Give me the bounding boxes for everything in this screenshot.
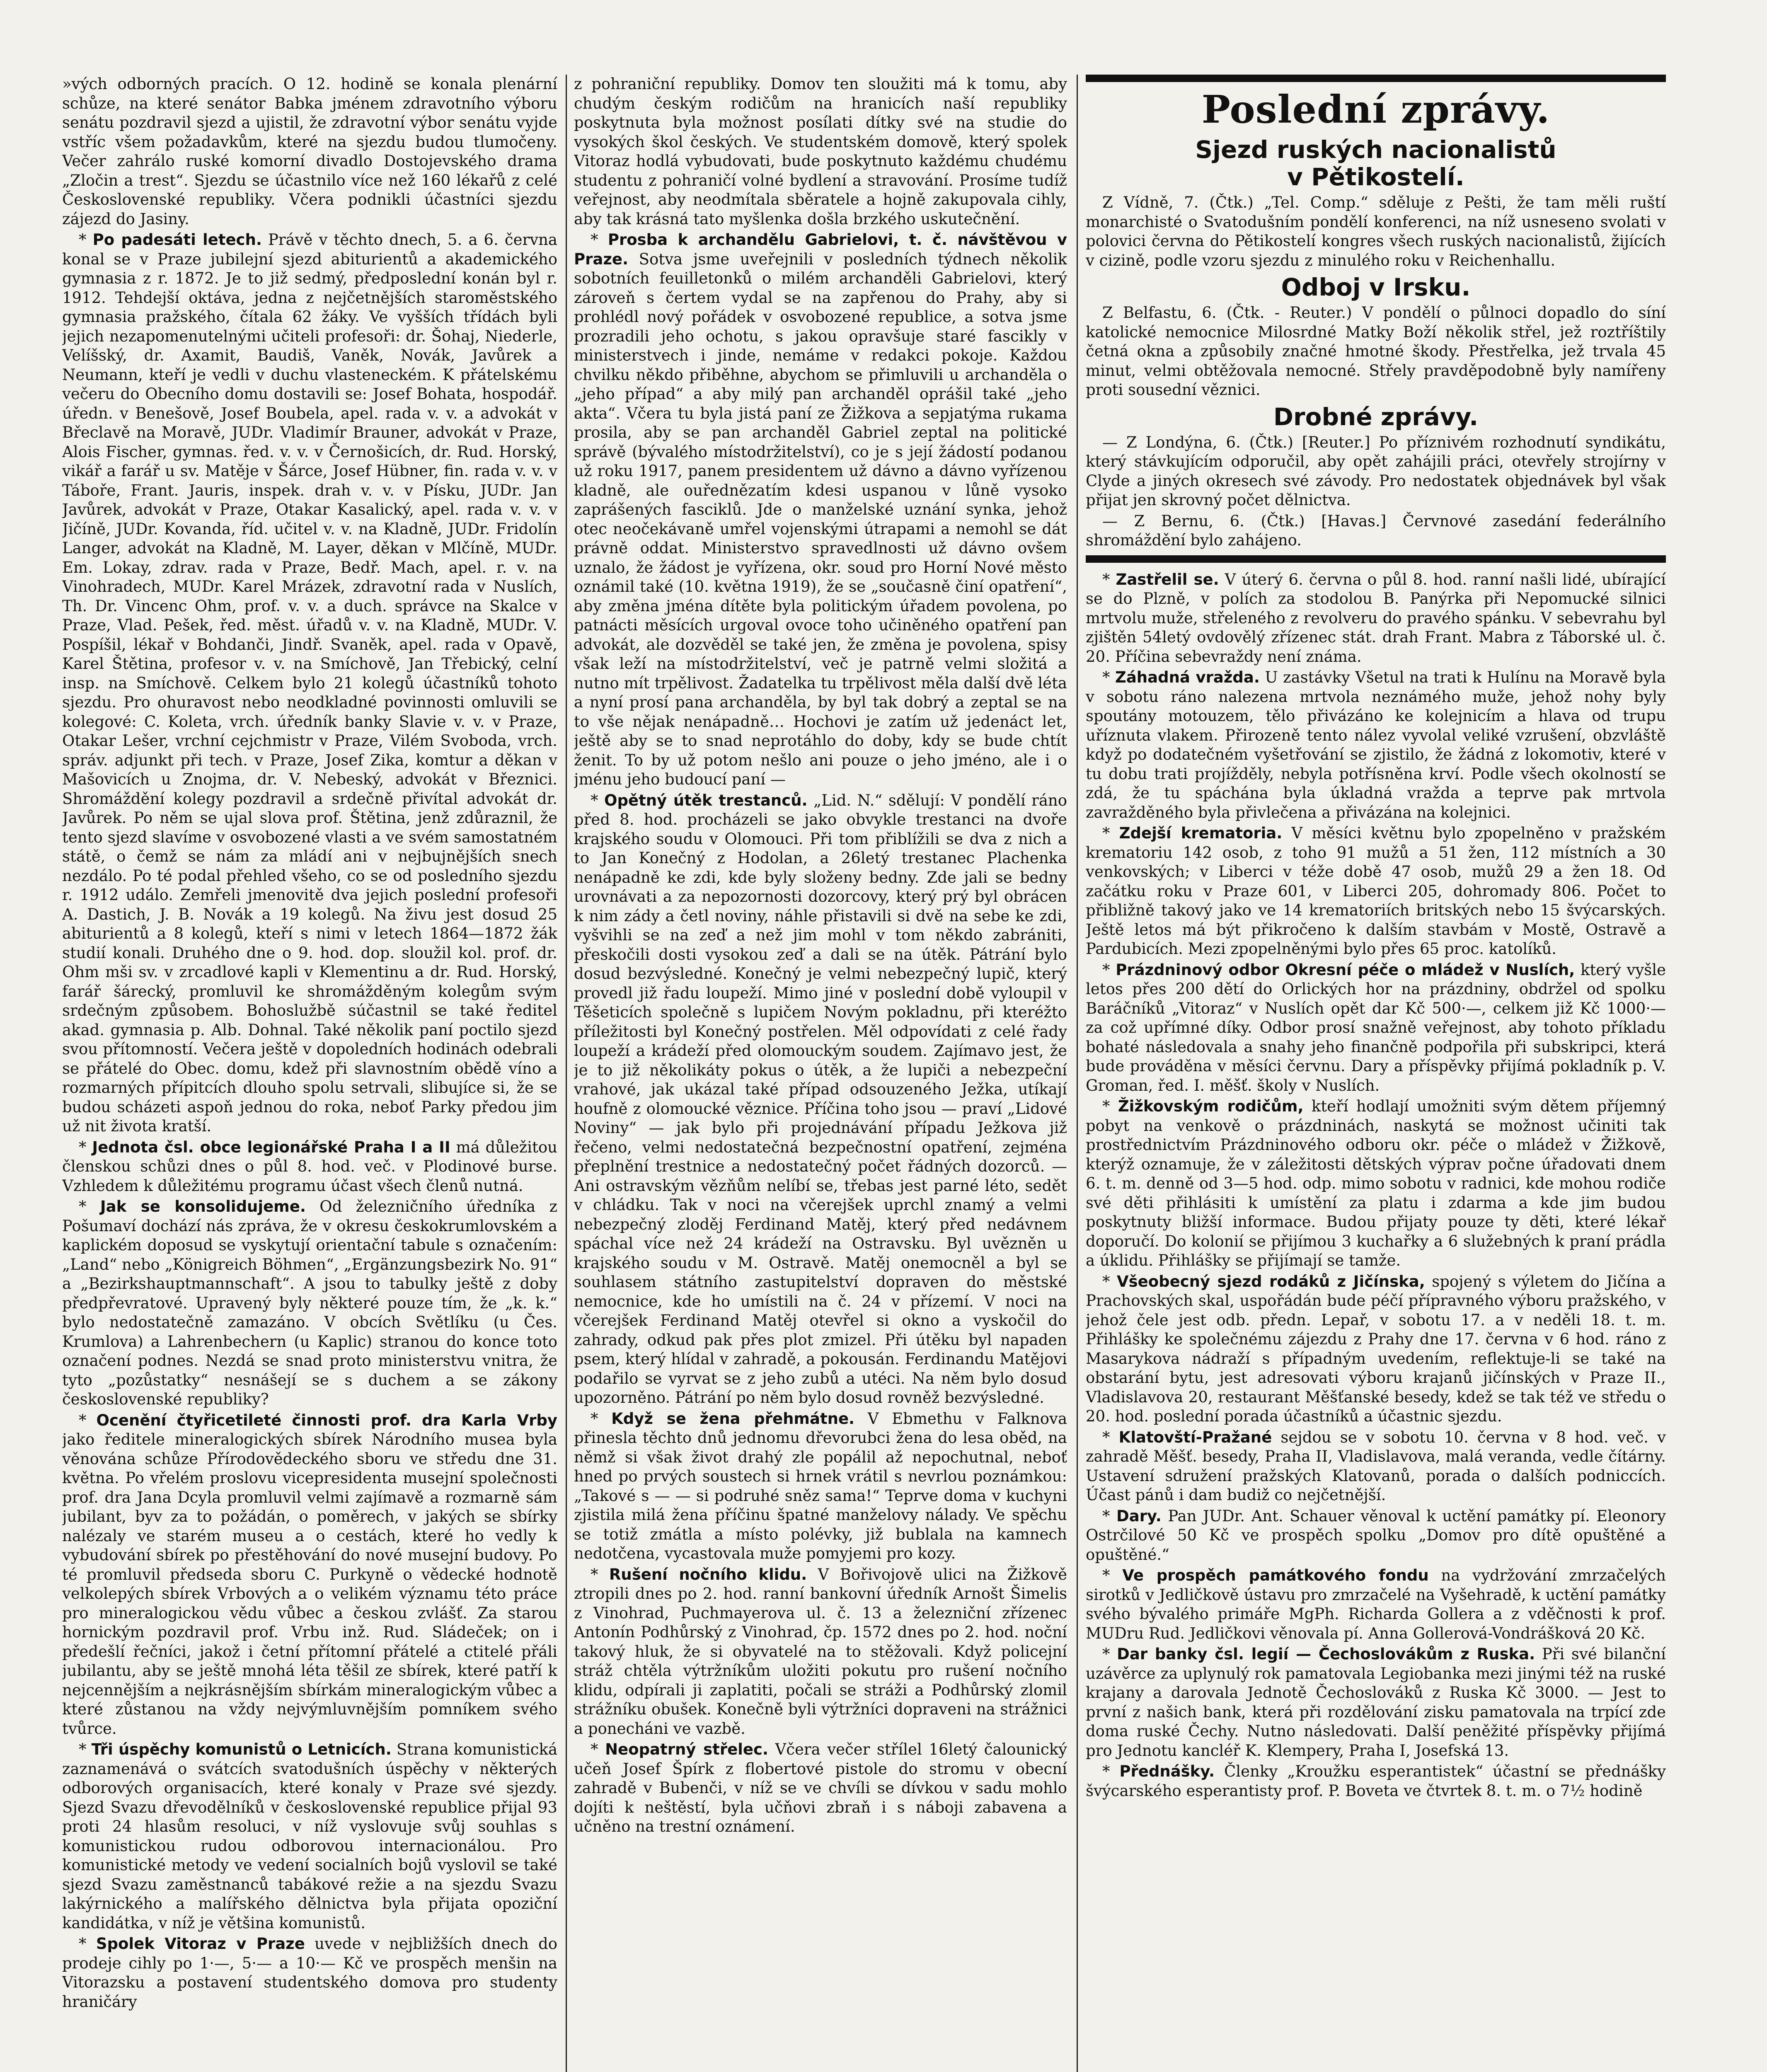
local-news-list [1086,570,1666,1801]
news-article: * Po padesáti letech. Právě v těchto dnech, 5. a 6. června konal se v Praze jubilejní sjezd abiturientů a akademického gymnasia z r. 1872. Je to již sedmý, předposlední konán byl r. 1912. Tehdejší oktáva, jedna z nejčetnějších staroměstského gymnasia pražského, čítala 62 žáky. Ve vyšších třídách byli jejich nezapomenutelnými učiteli profesoři: dr. Šohaj, Niederle, Velíšský, dr. Axamit, Baudiš, Vaněk, Novák, Javůrek a Neumann, kteří je vedli v duchu vlasteneckém. K přátelskému večeru do Obecního domu dostavili se: Josef Bohata, hospodář. úředn. v Benešově, Josef Boubela, apel. rada v. v. a advokát v Břeclavě na Moravě, JUDr. Vladimír Brauner, advokát v Praze, Alois Fischer, gymnas. řed. v. v. v Černošicích, dr. Rud. Horský, vikář a farář u sv. Matěje v Šárce, Josef Hübner, fin. rada v. v. v Táboře, Frant. Jauris, inspek. drah v. v. v Písku, JUDr. Jan Javůrek, advokát v Praze, Otakar Kasalický, apel. rada v. v. v Jičíně, JUDr. Kovanda, říd. učitel v. v. na Kladně, JUDr. Fridolín Langer, advokát na Kladně, M. Layer, děkan v Mlčíně, MUDr. Em. Lokay, zdrav. rada v Praze, Bedř. Mach, apel. r. v. na Vinohradech, MUDr. Karel Mrázek, zdravotní rada v Nuslích, Th. Dr. Vincenc Ohm, prof. v. v. a duch. správce na Skalce v Praze, Vlad. Pešek, řed. měst. úřadů v. v. na Kladně, MUDr. V. Pospíšil, lékař v Bohdanči, Jindř. Svaněk, apel. rada v Opavě, Karel Štětina, profesor v. v. na Smíchově, Jan Třebický, celní insp. na Smíchově. Celkem bylo 21 kolegů účastníků tohoto sjezdu. Pro ohuravost nebo neodkladné povinnosti omluvili se kolegové: C. Koleta, vrch. úředník banky Slavie v. v. v Praze, Otakar Lešer, vrchní cejchmistr v Praze, Vilém Svoboda, vrch. správ. adjunkt při tech. v Praze, Josef Zika, komtur a děkan v Mašovicích u Znojma, dr. V. Nebeský, advokát v Březnici. Shromáždění kolegy pozdravil a srdečně přivítal advokát dr. Javůrek. Po něm se ujal slova prof. Štětina, jenž zdůraznil, že tento sjezd slavíme v osvobozené vlasti a ve svém samostatném státě, o čemž se nám za mládí ani v nejbujnějších snech nezdálo. Po té podal přehled všeho, co se od posledního sjezdu r. 1912 událo. Zemřeli jmenovitě dva jejich poslední profesoři A. Dastich, J. B. Novák a 19 kolegů. Na živu jest dosud 25 abiturientů a 8 kolegů, kteří s nimi v letech 1864—1872 žák studií konali. Druhého dne o 9. hod. dop. sloužil kol. prof. dr. Ohm mši sv. v zrcadlové kapli v Klementinu a dr. Rud. Horský, farář šárecký, promluvil ke shromážděným kolegům svým srdečným způsobem. Bohoslužbě súčastnil se také ředitel akad. gymnasia p. Alb. Dohnal. Také několik paní poctilo sjezd svou přítomností. Večera ještě v dopoledních hodinách odebrali se přátelé do Obec. domu, kdež při slavnostním obědě víno a rozmarných přípitcích dlouho spolu setrvali, slibujíce si, že se budou scházeti aspoň jednou do roka, neboť Parky předou jim už nit života kratší. [62,231,557,1135]
column-divider [566,75,567,2072]
news-article: * Dar banky čsl. legií — Čechoslovákům z Ruska. Při své bilanční uzávěrce za uplynulý rok pamatovala Legiobanka mezi jinými též na ruské krajany a darovala Jednotě Čechoslováků z Ruska Kč 3000. — Jest to první z našich bank, která při rozdělování zisku pamatovala na trpící zde doma ruské Čechy. Nutno následovati. Další peněžité příspěvky přijímá pro Jednotu kancléř K. Klempery, Praha I, Josefská 13. [1086,1645,1666,1760]
article-text: uvede v nejbližších dnech do prodeje cihly po 1·—, 5·— a 10·— Kč ve prospěch menšin na Vitorazsku a postavení studentského domova pro studenty hraničáry [62,1935,557,2011]
article-heading: Ocenění čtyřicetileté činnosti prof. dra Karla Vrby [96,1411,557,1429]
news-article: * Zdejší krematoria. V měsíci květnu bylo zpopelněno v pražském krematoriu 142 osob, z toho 91 mužů a 51 žen, 112 místních a 30 venkovských; v Liberci v téže době 47 osob, mužů 29 a žen 18. Od začátku roku v Praze 601, v Liberci 205, dohromady 806. Počet to přibližně takový jako ve 14 krematoriích britských nebo 15 švýcarských. Ještě letos má být přikročeno k dalším stavbám v Mostě, Ostravě a Pardubicích. Mezi zpopelněnými bylo přes 65 proc. katolíků. [1086,824,1666,958]
article-text: z pohraniční republiky. Domov ten sloužiti má k tomu, aby chudým českým rodičům na hranicích naší republiky poskytnuta byla možnost posílati dítky své na studie do vysokých škol českých. Ve studentském domově, který spolek Vitoraz hodlá vybudovati, bude poskytnuto každému chudému studentu z pohraničí volné bydlení a stravování. Prosíme tudíž veřejnost, aby neodmítala sběratele a hojně zakupovala cihly, aby tak krásná tato myšlenka došla brzkého uskutečnění. [574,75,1067,228]
news-article: * Když se žena přehmátne. V Ebmethu v Falknova přinesla těchto dnů jednomu dřevorubci žena do lesa oběd, na němž si však život drahý zle popálil až nepochutnal, neboť hned po prvých soustech si hrnek vrátil s nevrlou poznámkou: „Takové s — — si podruhé sněz sama!“ Teprve doma v kuchyni zjistila milá žena příčinu špatné manželovy nálady. Ve spěchu se totiž zmátla a místo polévky, již bublala na kamnech nedotčena, vycastovala muže pomyjemi pro kozy. [574,1409,1067,1562]
article-text: Pan JUDr. Ant. Schauer věnoval k uctění památky pí. Eleonory Ostrčilové 50 Kč ve prospěch spolku „Domov pro dítě opuštěné a opuštěné.“ [1086,1507,1666,1564]
news-article [62,75,557,229]
article-text: Členky „Kroužku esperantistek“ účastní se přednášky švýcarského esperantisty prof. P. Boveta ve čtvrtek 8. t. m. o 7½ hodině [1086,1762,1666,1800]
article-heading: Jak se konsolidujeme. [100,1198,306,1215]
article-heading: Zastřelil se. [1116,570,1219,588]
headline-line: Sjezd ruských nacionalistů [1195,136,1556,164]
news-article: * Neopatrný střelec. Včera večer střílel 16letý čalounický učeň Josef Špírk z flobertové pistole do stromu v obecní zahradě v Bubenči, v níž se ve chvíli se dívkou v sadu mohlo dojíti k neštěstí, byla učňovi zbraň i s náboji zabavena a učněno na trestní oznámení. [574,1740,1067,1835]
article-text: V Ebmethu v Falknova přinesla těchto dnů jednomu dřevorubci žena do lesa oběd, na němž si však život drahý zle popálil až nepochutnal, neboť hned po prvých soustech si hrnek vrátil s nevrlou poznámkou: „Takové s — — si podruhé sněz sama!“ Teprve doma v kuchyni zjistila milá žena příčinu špatné manželovy nálady. Ve spěchu se totiž zmátla a místo polévky, již bublala na kamnech nedotčena, vycastovala muže pomyjemi pro kozy. [574,1409,1067,1562]
article-heading: Přednášky. [1119,1762,1215,1780]
article-text: Včera večer střílel 16letý čalounický učeň Josef Špírk z flobertové pistole do stromu v obecní zahradě v Bubenči, v níž se ve chvíli se dívkou v sadu mohlo dojíti k neštěstí, byla učňovi zbraň i s náboji zabavena a učněno na trestní oznámení. [574,1740,1067,1835]
article-heading: Prázdninový odbor Okresní péče o mládež v Nuslích, [1116,961,1575,979]
article-heading: Opětný útěk trestanců. [604,791,808,809]
news-article: * Spolek Vitoraz v Praze uvede v nejbližších dnech do prodeje cihly po 1·—, 5·— a 10·— Kč ve prospěch menšin na Vitorazsku a postavení studentského domova pro studenty hraničáry [62,1935,557,2011]
article-heading: Všeobecný sjezd rodáků z Jičínska, [1116,1272,1425,1290]
article-text: U zastávky Všetul na trati k Hulínu na Moravě byla v sobotu ráno nalezena mrtvola neznámého muže, jehož nohy byly spoutány motouzem, tělo přivázáno ke kolejnicím a hlava od trupu uříznuta vlakem. Přirozeně tento nález vyvolal veliké vzrušení, obzvláště když po dodatečném vyšetřování se zjistilo, že žádná z lokomotiv, které v tu dobu trati projížděly, nebyla potřísněna krví. Podle všech okolností se zdá, že tu spáchána byla úkladná vražda a teprve pak mrtvola zavražděného byla přivlečena a přivázána na kolejnici. [1086,668,1666,821]
headline-ireland: Odboj v Irsku. [1281,273,1471,301]
newspaper-page [62,75,1674,2072]
article-text: Sotva jsme uveřejnili v posledních týdnech několik sobotních feuilletonků o milém archanděli Gabrielovi, který zároveň s čertem vydal se na zapřenou do Prahy, aby si prohlédl nový pořádek v osvobozené republice, a sotva jsme prozradili jeho ochotu, s jakou opravšuje staré fascikly v ministerstvech i jinde, nemáme v redakci pokoje. Každou chvilku někdo přiběhne, abychom se přimluvili u archanděla o „jeho případ“ a aby milý pan archanděl oprášil také „jeho akta“. Včera tu byla jistá paní ze Žižkova a sepjatýma rukama prosila, aby se pan archanděl Gabriel zeptal na politické správě (bývalého místodržitelství), co je s její žádostí podanou už roku 1917, panem presidentem už dávno a dávno vyřízenou kladně, ale ouřednězatím kdesi uspanou v lůně vysoko zaprášených fasciklů. Jde o manželské uznání synka, jehož otec neočekávaně umřel vojenskými útrapami a nemohl se dát právně oddat. Ministerstvo spravedlnosti už dávno ovšem uznalo, že žádost je vyřízena, okr. soud pro Horní Nové město oznámil také (10. května 1919), že se „současně činí opatření“, aby změna jména dítěte byla politickým úřadem povolena, po patnácti měsících urgoval ovoce toho učiněného opatření pan advokát, ale dozvěděl se také jen, že změna je povolena, spisy však leží na místodržitelství, več je patrně velmi složitá a nutno mít trpělivost. Žadatelka tu trpělivost měla další dvě léta a nyní prosí pana archanděla, by byl tak dobrý a zeptal se na to vše nějak nenápadně… Hochovi je zatím už jedenáct let, ještě aby se to snad neprotáhlo do doby, kdy se bude chtít ženit. To by už potom nešlo ani pouze o jeho jméno, ale i o jménu jeho budoucí paní — [574,250,1067,788]
news-article: * Ocenění čtyřicetileté činnosti prof. dra Karla Vrby jako ředitele mineralogických sbírek Národního musea byla věnována schůze Přírodovědeckého sboru ve středu dne 31. května. Po vřelém proslovu vicepresidenta musejní společnosti prof. dra Jana Dcyla promluvil velmi zajímavě a rozmarně sám jubilant, byv za to požádán, o poměrech, v jakých se sbírky nalézaly ve starém museu a o cestách, které ho vedly k vybudování sbírek po přestěhování do nové musejní budovy. Po té promluvil předseda sboru C. Purkyně o vědecké hodnotě velkolepých sbírek Vrbových a o velikém významu této práce pro mineralogickou vědu vůbec a českou zvlášť. Za starou hornickým pozdravil prof. Vrbu inž. Rud. Sládeček; on i předešlí řečníci, jakož i četní přítomní přátelé a ctitelé přáli jubilantu, aby se ještě mnohá léta těšil ze sbírek, které patří k nejcennějším a nejkrásnějším sbírkám mineralogickým vůbec a které zůstanou na vždy nejvýmluvnějším pomníkem svého tvůrce. [62,1411,557,1738]
article-heading: Žižkovským rodičům, [1118,1097,1304,1115]
headline-line: v Pětikostelí. [1287,163,1464,191]
news-article: * Opětný útěk trestanců. „Lid. N.“ sdělují: V pondělí ráno před 8. hod. procházeli se jako obvykle trestanci na dvoře krajského soudu v Olomouci. Při tom přiblížili se dva z nich a to Jan Konečný z Hodolan, a 26letý trestanec Plachenka nenápadně ke zdi, kde byly složeny bedny. Zde jali se bedny urovnávati a za nepozornosti dozorcovy, který prý byl obrácen k nim zády a četl noviny, náhle přistavili si dvě na sebe ke zdi, vyšvihli se na zeď a než jim mohl v tom někdo zabrániti, přeskočili dosti vysokou zeď a dali se na útěk. Pátrání bylo dosud bezvýsledné. Konečný je velmi nebezpečný lupič, který provedl již řadu loupeží. Mimo jiné v poslední době vyloupil v Těšeticích společně s lupičem Novým pokladnu, při kteréžto příležitosti byl Konečný postřelen. Měl odpovídati z celé řady loupeží a krádeží před olomouckým soudem. Zajímavo jest, že je to již několikáty pokus o útěk, a že lupiči a nebezpeční vrahové, jak ukázal také případ odsouzeného Ježka, utíkají houfně z olomoucké věznice. Příčina toho jsou — praví „Lidové Noviny“ — jak bylo při projednávání případu Ježkova již řečeno, velmi nedostatečná bezpečnostní opatření, zejména přeplnění trestnice a nedostatečný počet řádných dozorců. — Ani ostravským vězňům nelíbí se, třebas jest parné léto, sedět v chládku. Tak v noci na včerejšek uprchl znamý a velmi nebezpečný zloděj Ferdinand Matěj, který před nedávnem spáchal více než 24 krádeží na Ostravsku. Byl uvězněn u krajského soudu v M. Ostravě. Matěj onemocněl a byl se souhlasem státního zastupitelství dopraven do městské nemocnice, kde ho umístili na č. 24 v přízemí. V noci na včerejšek Ferdinand Matěj otevřel si okno a vyskočil do zahrady, odkud pak přes plot zmizel. Při útěku byl napaden psem, který hlídal v zahradě, a pokousán. Ferdinandu Matějovi podařilo se vyrvat se z jeho zubů a utéci. Na něm bylo dosud upozorněno. Pátrání po něm bylo dosud rovněž bezvýsledné. [574,791,1067,1406]
column-2 [574,75,1067,2072]
article-heading: Když se žena přehmátne. [611,1409,855,1428]
article-heading: Rušení nočního klidu. [609,1565,807,1583]
news-article: * Prázdninový odbor Okresní péče o mládež v Nuslích, který vyšle letos přes 200 dětí do Orlických hor na prázdniny, obdržel od spolku Baráčníků „Vitoraz“ v Nuslích opět dar Kč 500·—, celkem již Kč 1000·— za což upřímné díky. Odbor prosí snažně veřejnost, aby tohoto příkladu bohaté následovala a snahy jeho finančně podpořila při subskripci, která bude prováděna v měsíci červnu. Dary a příspěvky přijímá pokladník p. V. Groman, řed. I. měšť. školy v Nuslích. [1086,961,1666,1094]
article-heading: Dary. [1116,1507,1162,1525]
article-heading: Záhadná vražda. [1115,668,1260,686]
article-text: který vyšle letos přes 200 dětí do Orlických hor na prázdniny, obdržel od spolku Baráčníků „Vitoraz“ v Nuslích opět dar Kč 500·—, celkem již Kč 1000·— za což upřímné díky. Odbor prosí snažně veřejnost, aby tohoto příkladu bohaté následovala a snahy jeho finančně podpořila při subskripci, která bude prováděna v měsíci červnu. Dary a příspěvky přijímá pokladník p. V. Groman, řed. I. měšť. školy v Nuslích. [1086,961,1666,1094]
news-article: * Klatovští-Pražané sejdou se v sobotu 10. června v 8 hod. več. v zahradě Měšť. besedy, Praha II, Vladislavova, malá veranda, vedle čítárny. Ustavení sdružení pražských Klatovanů, porada o dalších podniccích. Účast pánů i dam budiž co nejčetnější. [1086,1428,1666,1504]
article-text: Od železničního úředníka z Pošumaví dochází nás zpráva, že v okresu českokrumlovském a kaplickém doposud se vyskytují orientační tabule s označením: „Land“ nebo „Königreich Böhmen“, „Ergänzungsbezirk No. 91“ a „Bezirkshauptmannschaft“. A jsou to tabulky ještě z doby předpřevratové. Upravený byly některé pouze tím, že „k. k.“ bylo nedostatečně zamazáno. V obcích Světlíku (u Čes. Krumlova) a Lahrenbechern (u Kaplic) stranou do konce toto označení podnes. Nezdá se snad proto ministerstvu vnitra, že tyto „pozůstatky“ nesnášejí se s duchem a se zákony československé republiky? [62,1198,557,1408]
article-text: V měsíci květnu bylo zpopelněno v pražském krematoriu 142 osob, z toho 91 mužů a 51 žen, 112 místních a 30 venkovských; v Liberci v téže době 47 osob, mužů 29 a žen 18. Od začátku roku v Praze 601, v Liberci 205, dohromady 806. Počet to přibližně takový jako ve 14 krematoriích britských nebo 15 švýcarských. Ještě letos má být přikročeno k dalším stavbám v Mostě, Ostravě a Pardubicích. Mezi zpopelněnými bylo přes 65 proc. katolíků. [1086,824,1666,958]
latest-news-masthead: Poslední zprávy. [1201,87,1550,132]
article-heading: Po padesáti letech. [92,231,262,249]
latest-news-box [1086,75,1666,563]
article-text: jako ředitele mineralogických sbírek Národního musea byla věnována schůze Přírodovědeckého sboru ve středu dne 31. května. Po vřelém proslovu vicepresidenta musejní společnosti prof. dra Jana Dcyla promluvil velmi zajímavě a rozmarně sám jubilant, byv za to požádán, o poměrech, v jakých se sbírky nalézaly ve starém museu a o cestách, které ho vedly k vybudování sbírek po přestěhování do nové musejní budovy. Po té promluvil předseda sboru C. Purkyně o vědecké hodnotě velkolepých sbírek Vrbových a o velikém významu této práce pro mineralogickou vědu vůbec a českou zvlášť. Za starou hornickým pozdravil prof. Vrbu inž. Rud. Sládeček; on i předešlí řečníci, jakož i četní přítomní přátelé a ctitelé přáli jubilantu, aby se ještě mnohá léta těšil ze sbírek, které patří k nejcennějším a nejkrásnějším sbírkám mineralogickým vůbec a které zůstanou na vždy nejvýmluvnějším pomníkem svého tvůrce. [62,1431,557,1738]
column-divider [1077,75,1078,2072]
article-heading: Prosba k archandělu Gabrielovi, t. č. návštěvou v Praze. [574,231,1067,268]
article-text: V úterý 6. června o půl 8. hod. ranní našli lidé, ubírající se do Plzně, v polích za stodolou B. Panýrka při Nepomucké silnici mrtvolu muže, střeleného z revolveru do pravého spánku. V sebevrahu byl zjištěn 54letý ovdovělý zřízenec stát. drah Frant. Mabra z Táborské ul. č. 20. Příčina sebevraždy není známa. [1086,570,1666,666]
news-paragraph: — Z Bernu, 6. (Čtk.) [Havas.] Červnové zasedání federálního shromáždění bylo zahájeno. [1086,512,1666,549]
article-text: „Lid. N.“ sdělují: V pondělí ráno před 8. hod. procházeli se jako obvykle trestanci na dvoře krajského soudu v Olomouci. Při tom přiblížili se dva z nich a to Jan Konečný z Hodolan, a 26letý trestanec Plachenka nenápadně ke zdi, kde byly složeny bedny. Zde jali se bedny urovnávati a za nepozornosti dozorcovy, který prý byl obrácen k nim zády a četl noviny, náhle přistavili si dvě na sebe ke zdi, vyšvihli se na zeď a než jim mohl v tom někdo zabrániti, přeskočili dosti vysokou zeď a dali se na útěk. Pátrání bylo dosud bezvýsledné. Konečný je velmi nebezpečný lupič, který provedl již řadu loupeží. Mimo jiné v poslední době vyloupil v Těšeticích společně s lupičem Novým pokladnu, při kteréžto příležitosti byl Konečný postřelen. Měl odpovídati z celé řady loupeží a krádeží před olomouckým soudem. Zajímavo jest, že je to již několikáty pokus o útěk, a že lupiči a nebezpeční vrahové, jak ukázal také případ odsouzeného Ježka, utíkají houfně z olomoucké věznice. Příčina toho jsou — praví „Lidové Noviny“ — jak bylo při projednávání případu Ježkova již řečeno, velmi nedostatečná bezpečnostní opatření, zejména přeplnění trestnice a nedostatečný počet řádných dozorců. — Ani ostravským vězňům nelíbí se, třebas jest parné léto, sedět v chládku. Tak v noci na včerejšek uprchl znamý a velmi nebezpečný zloděj Ferdinand Matěj, který před nedávnem spáchal více než 24 krádeží na Ostravsku. Byl uvězněn u krajského soudu v M. Ostravě. Matěj onemocněl a byl se souhlasem státního zastupitelství dopraven do městské nemocnice, kde ho umístili na č. 24 v přízemí. V noci na včerejšek Ferdinand Matěj otevřel si okno a vyskočil do zahrady, odkud pak přes plot zmizel. Při útěku byl napaden psem, který hlídal v zahradě, a pokousán. Ferdinandu Matějovi podařilo se vyrvat se z jeho zubů a utéci. Na něm bylo dosud upozorněno. Pátrání po něm bylo dosud rovněž bezvýsledné. [574,791,1067,1406]
news-article: * Jednota čsl. obce legionářské Praha I a II má důležitou členskou schůzi dnes o půl 8. hod. več. v Plodinové burse. Vzhledem k důležitému programu účast všech členů nutná. [62,1138,557,1195]
article-text: V Bořivojově ulici na Žižkově ztropili dnes po 2. hod. ranní bankovní úředník Arnošt Šimelis z Vinohrad, Puchmayerova ul. č. 13 a železniční zřízenec Antonín Podhůrský z Vinohrad, čp. 1572 dnes po 2. hod. noční takový hluk, že si obyvatelé na to stěžovali. Když policejní stráž chtěla výtržníkům uložiti pokutu pro rušení nočního klidu, odpírali ji zaplatiti, počali se stráži a Podhůrský zlomil strážníku obušek. Konečně byli výtržníci dopraveni na strážnici a ponecháni ve vazbě. [574,1565,1067,1738]
article-heading: Zdejší krematoria. [1119,824,1283,842]
article-heading: Klatovští-Pražané [1118,1428,1272,1446]
news-article: * Žižkovským rodičům, kteří hodlají umožniti svým dětem příjemný pobyt na venkově o prázdninách, naskytá se možnost učiniti tak prostřednictvím Prázdninového odboru okr. péče o mládež v Žižkově, kterýž oznamuje, že v záležitosti dětských výprav počne úřadovati dnem 6. t. m. denně od 3—5 hod. odp. mimo sobotu v radnici, kde mohou rodiče své děti přihlásiti k umístění za platu i zdarma a kde jim budou poskytnuty bližší informace. Budou přijaty pouze ty děti, které lékař doporučí. Do kolonií se přijímou 3 kuchařky a 6 služebných k praní prádla a úklidu. Přihlášky se přijímají se tamže. [1086,1097,1666,1269]
article-heading: Dar banky čsl. legií — Čechoslovákům z Ruska. [1117,1645,1535,1663]
news-article: * Rušení nočního klidu. V Bořivojově ulici na Žižkově ztropili dnes po 2. hod. ranní bankovní úředník Arnošt Šimelis z Vinohrad, Puchmayerova ul. č. 13 a železniční zřízenec Antonín Podhůrský z Vinohrad, čp. 1572 dnes po 2. hod. noční takový hluk, že si obyvatelé na to stěžovali. Když policejní stráž chtěla výtržníkům uložiti pokutu pro rušení nočního klidu, odpírali ji zaplatiti, počali se stráži a Podhůrský zlomil strážníku obušek. Konečně byli výtržníci dopraveni na strážnici a ponecháni ve vazbě. [574,1565,1067,1738]
news-paragraph: — Z Londýna, 6. (Čtk.) [Reuter.] Po příznivém rozhodnutí syndikátu, který stávkujícím odporučil, aby opět zahájili práci, otevřely strojírny v Clyde a jiných okresech své závody. Pro nedostatek objednávek byl však přijat jen skrovný počet dělnictva. [1086,433,1666,509]
news-article: * Dary. Pan JUDr. Ant. Schauer věnoval k uctění památky pí. Eleonory Ostrčilové 50 Kč ve prospěch spolku „Domov pro dítě opuštěné a opuštěné.“ [1086,1507,1666,1564]
news-article: * Tři úspěchy komunistů o Letnicích. Strana komunistická zaznamenává o svátcích svatodušních úspěchy v některých odborových organisacích, které konaly v Praze své sjezdy. Sjezd Svazu dřevodělníků v československé republice přijal 93 proti 24 hlasům resoluci, v níž vyslovuje svůj souhlas s komunistickou rudou odborovou internacionálou. Pro komunistické metody ve vedení socialních bojů vyslovil se také sjezd Svazu zaměstnanců tabákové režie a na sjezdu Svazu lakýrnického a malířského dělnictva byla přijata opoziční kandidátka, v níž je většina komunistů. [62,1740,557,1932]
article-text: kteří hodlají umožniti svým dětem příjemný pobyt na venkově o prázdninách, naskytá se možnost učiniti tak prostřednictvím Prázdninového odboru okr. péče o mládež v Žižkově, kterýž oznamuje, že v záležitosti dětských výprav počne úřadovati dnem 6. t. m. denně od 3—5 hod. odp. mimo sobotu v radnici, kde mohou rodiče své děti přihlásiti k umístění za platu i zdarma a kde jim budou poskytnuty bližší informace. Budou přijaty pouze ty děti, které lékař doporučí. Do kolonií se přijímou 3 kuchařky a 6 služebných k praní prádla a úklidu. Přihlášky se přijímají se tamže. [1086,1097,1666,1269]
news-article: * Ve prospěch památkového fondu na vydržování zmrzačelých sirotků v Jedličkově ústavu pro zmrzačelé na Vyšehradě, k uctění památky svého bývalého primáře MgPh. Richarda Gollera a z vděčnosti k prof. MUDru Rud. Jedličkovi věnovala pí. Anna Gollerová-Vondrášková 20 Kč. [1086,1566,1666,1642]
news-article: * Zastřelil se. V úterý 6. června o půl 8. hod. ranní našli lidé, ubírající se do Plzně, v polích za stodolou B. Panýrka při Nepomucké silnici mrtvolu muže, střeleného z revolveru do pravého spánku. V sebevrahu byl zjištěn 54letý ovdovělý zřízenec stát. drah Frant. Mabra z Táborské ul. č. 20. Příčina sebevraždy není známa. [1086,570,1666,666]
news-article: * Záhadná vražda. U zastávky Všetul na trati k Hulínu na Moravě byla v sobotu ráno nalezena mrtvola neznámého muže, jehož nohy byly spoutány motouzem, tělo přivázáno ke kolejnicím a hlava od trupu uříznuta vlakem. Přirozeně tento nález vyvolal veliké vzrušení, obzvláště když po dodatečném vyšetřování se zjistilo, že žádná z lokomotiv, které v tu dobu trati projížděly, nebyla potřísněna krví. Podle všech okolností se zdá, že tu spáchána byla úkladná vražda a teprve pak mrtvola zavražděného byla přivlečena a přivázána na kolejnici. [1086,668,1666,821]
news-article [574,75,1067,229]
article-text: Při své bilanční uzávěrce za uplynulý rok pamatovala Legiobanka mezi jinými též na ruské krajany a darovala Jednotě Čechoslováků z Ruska Kč 3000. — Jest to první z našich bank, která při rozdělování zisku pamatovala na trpící zde doma ruské Čechy. Nutno následovati. Další peněžité příspěvky přijímá pro Jednotu kancléř K. Klempery, Praha I, Josefská 13. [1086,1645,1666,1760]
news-paragraph: Z Vídně, 7. (Čtk.) „Tel. Comp.“ sděluje z Pešti, že tam měli ruští monarchisté o Svatodušním pondělí konferenci, na níž usneseno svolati v polovici června do Pětikostelí kongres všech ruských nacionalistů, žijících v cizině, podle vzoru sjezdu z minulého roku v Reichenhallu. [1086,194,1666,269]
article-text: sejdou se v sobotu 10. června v 8 hod. več. v zahradě Měšť. besedy, Praha II, Vladislavova, malá veranda, vedle čítárny. Ustavení sdružení pražských Klatovanů, porada o dalších podniccích. Účast pánů i dam budiž co nejčetnější. [1086,1428,1666,1504]
column-1 [62,75,557,2072]
article-text: spojený s výletem do Jičína a Prachovských skal, uspořádán bude péčí přípravného výboru pražského, v jehož čele jest odb. předn. Lepař, v sobotu 17. a v neděli 18. t. m. Přihlášky ke společnému zájezdu z Prahy dne 17. června v 6 hod. ráno z Masarykova nádraží s případným uvedením, reflektuje-li se také na obstarání bytu, jest adresovati výboru krajanů jičínských v Praze II., Vladislavova 20, restaurant Měšťanské besedy, kdež se tak též ve středu o 20. hod. poslední porada účastníků a účastnic sjezdu. [1086,1272,1666,1425]
article-text: na vydržování zmrzačelých sirotků v Jedličkově ústavu pro zmrzačelé na Vyšehradě, k uctění památky svého bývalého primáře MgPh. Richarda Gollera a z vděčnosti k prof. MUDru Rud. Jedličkovi věnovala pí. Anna Gollerová-Vondrášková 20 Kč. [1086,1566,1666,1642]
article-heading: Neopatrný střelec. [605,1740,768,1758]
news-article: * Prosba k archandělu Gabrielovi, t. č. návštěvou v Praze. Sotva jsme uveřejnili v posledních týdnech několik sobotních feuilletonků o milém archanděli Gabrielovi, který zároveň s čertem vydal se na zapřenou do Prahy, aby si prohlédl nový pořádek v osvobozené republice, a sotva jsme prozradili jeho ochotu, s jakou opravšuje staré fascikly v ministerstvech i jinde, nemáme v redakci pokoje. Každou chvilku někdo přiběhne, abychom se přimluvili u archanděla o „jeho případ“ a aby milý pan archanděl oprášil také „jeho akta“. Včera tu byla jistá paní ze Žižkova a sepjatýma rukama prosila, aby se pan archanděl Gabriel zeptal na politické správě (bývalého místodržitelství), co je s její žádostí podanou už roku 1917, panem presidentem už dávno a dávno vyřízenou kladně, ale ouřednězatím kdesi uspanou v lůně vysoko zaprášených fasciklů. Jde o manželské uznání synka, jehož otec neočekávaně umřel vojenskými útrapami a nemohl se dát právně oddat. Ministerstvo spravedlnosti už dávno ovšem uznalo, že žádost je vyřízena, okr. soud pro Horní Nové město oznámil také (10. května 1919), že se „současně činí opatření“, aby změna jména dítěte byla politickým úřadem povolena, po patnácti měsících urgoval ovoce toho učiněného opatření pan advokát, ale dozvěděl se také jen, že změna je povolena, spisy však leží na místodržitelství, več je patrně velmi složitá a nutno mít trpělivost. Žadatelka tu trpělivost měla další dvě léta a nyní prosí pana archanděla, by byl tak dobrý a zeptal se na to vše nějak nenápadně… Hochovi je zatím už jedenáct let, ještě aby se to snad neprotáhlo do doby, kdy se bude chtít ženit. To by už potom nešlo ani pouze o jeho jméno, ale i o jménu jeho budoucí paní — [574,231,1067,788]
headline-russian-nationalists [1086,136,1666,191]
news-article: * Jak se konsolidujeme. Od železničního úředníka z Pošumaví dochází nás zpráva, že v okresu českokrumlovském a kaplickém doposud se vyskytují orientační tabule s označením: „Land“ nebo „Königreich Böhmen“, „Ergänzungsbezirk No. 91“ a „Bezirkshauptmannschaft“. A jsou to tabulky ještě z doby předpřevratové. Upravený byly některé pouze tím, že „k. k.“ bylo nedostatečně zamazáno. V obcích Světlíku (u Čes. Krumlova) a Lahrenbechern (u Kaplic) stranou do konce toto označení podnes. Nezdá se snad proto ministerstvu vnitra, že tyto „pozůstatky“ nesnášejí se s duchem a se zákony československé republiky? [62,1198,557,1408]
news-article: * Přednášky. Členky „Kroužku esperantistek“ účastní se přednášky švýcarského esperantisty prof. P. Boveta ve čtvrtek 8. t. m. o 7½ hodině [1086,1762,1666,1800]
article-text: Právě v těchto dnech, 5. a 6. června konal se v Praze jubilejní sjezd abiturientů a akademického gymnasia z r. 1872. Je to již sedmý, předposlední konán byl r. 1912. Tehdejší oktáva, jedna z nejčetnějších staroměstského gymnasia pražského, čítala 62 žáky. Ve vyšších třídách byli jejich nezapomenutelnými učiteli profesoři: dr. Šohaj, Niederle, Velíšský, dr. Axamit, Baudiš, Vaněk, Novák, Javůrek a Neumann, kteří je vedli v duchu vlasteneckém. K přátelskému večeru do Obecního domu dostavili se: Josef Bohata, hospodář. úředn. v Benešově, Josef Boubela, apel. rada v. v. a advokát v Břeclavě na Moravě, JUDr. Vladimír Brauner, advokát v Praze, Alois Fischer, gymnas. řed. v. v. v Černošicích, dr. Rud. Horský, vikář a farář u sv. Matěje v Šárce, Josef Hübner, fin. rada v. v. v Táboře, Frant. Jauris, inspek. drah v. v. v Písku, JUDr. Jan Javůrek, advokát v Praze, Otakar Kasalický, apel. rada v. v. v Jičíně, JUDr. Kovanda, říd. učitel v. v. na Kladně, JUDr. Fridolín Langer, advokát na Kladně, M. Layer, děkan v Mlčíně, MUDr. Em. Lokay, zdrav. rada v Praze, Bedř. Mach, apel. r. v. na Vinohradech, MUDr. Karel Mrázek, zdravotní rada v Nuslích, Th. Dr. Vincenc Ohm, prof. v. v. a duch. správce na Skalce v Praze, Vlad. Pešek, řed. měst. úřadů v. v. na Kladně, MUDr. V. Pospíšil, lékař v Bohdanči, Jindř. Svaněk, apel. rada v Opavě, Karel Štětina, profesor v. v. na Smíchově, Jan Třebický, celní insp. na Smíchově. Celkem bylo 21 kolegů účastníků tohoto sjezdu. Pro ohuravost nebo neodkladné povinnosti omluvili se kolegové: C. Koleta, vrch. úředník banky Slavie v. v. v Praze, Otakar Lešer, vrchní cejchmistr v Praze, Vilém Svoboda, vrch. správ. adjunkt při tech. v Praze, Josef Zika, komtur a děkan v Mašovicích u Znojma, dr. V. Nebeský, advokát v Březnici. Shromáždění kolegy pozdravil a srdečně přivítal advokát dr. Javůrek. Po něm se ujal slova prof. Štětina, jenž zdůraznil, že tento sjezd slavíme v osvobozené vlasti a ve svém samostatném státě, o čemž se nám za mládí ani v nejbujnějších snech nezdálo. Po té podal přehled všeho, co se od posledního sjezdu r. 1912 událo. Zemřeli jmenovitě dva jejich poslední profesoři A. Dastich, J. B. Novák a 19 kolegů. Na živu jest dosud 25 abiturientů a 8 kolegů, kteří s nimi v letech 1864—1872 žák studií konali. Druhého dne o 9. hod. dop. sloužil kol. prof. dr. Ohm mši sv. v zrcadlové kapli v Klementinu a dr. Rud. Horský, farář šárecký, promluvil ke shromážděným kolegům svým srdečným způsobem. Bohoslužbě súčastnil se také ředitel akad. gymnasia p. Alb. Dohnal. Také několik paní poctilo sjezd svou přítomností. Večera ještě v dopoledních hodinách odebrali se přátelé do Obec. domu, kdež při slavnostním obědě víno a rozmarných přípitcích dlouho spolu setrvali, slibujíce si, že se budou scházeti aspoň jednou do roka, neboť Parky předou jim už nit života kratší. [62,231,557,1135]
article-heading: Ve prospěch památkového fondu [1122,1566,1429,1584]
article-heading: Jednota čsl. obce legionářské Praha I a II [92,1138,450,1156]
article-text: Strana komunistická zaznamenává o svátcích svatodušních úspěchy v některých odborových organisacích, které konaly v Praze své sjezdy. Sjezd Svazu dřevodělníků v československé republice přijal 93 proti 24 hlasům resoluci, v níž vyslovuje svůj souhlas s komunistickou rudou odborovou internacionálou. Pro komunistické metody ve vedení socialních bojů vyslovil se také sjezd Svazu zaměstnanců tabákové režie a na sjezdu Svazu lakýrnického a malířského dělnictva byla přijata opoziční kandidátka, v níž je většina komunistů. [62,1740,557,1932]
article-text: má důležitou členskou schůzi dnes o půl 8. hod. več. v Plodinové burse. Vzhledem k důležitému programu účast všech členů nutná. [62,1138,557,1195]
article-heading: Spolek Vitoraz v Praze [96,1935,305,1953]
news-article: * Všeobecný sjezd rodáků z Jičínska, spojený s výletem do Jičína a Prachovských skal, uspořádán bude péčí přípravného výboru pražského, v jehož čele jest odb. předn. Lepař, v sobotu 17. a v neděli 18. t. m. Přihlášky ke společnému zájezdu z Prahy dne 17. června v 6 hod. ráno z Masarykova nádraží s případným uvedením, reflektuje-li se také na obstarání bytu, jest adresovati výboru krajanů jičínských v Praze II., Vladislavova 20, restaurant Měšťanské besedy, kdež se tak též ve středu o 20. hod. poslední porada účastníků a účastnic sjezdu. [1086,1272,1666,1425]
article-heading: Tři úspěchy komunistů o Letnicích. [91,1740,392,1758]
news-paragraph: Z Belfastu, 6. (Čtk. - Reuter.) V pondělí o půlnoci dopadlo do síní katolické nemocnice Milosrdné Matky Boží několik střel, jež roztříštily četná okna a způsobily značné hmotné škody. Přestřelka, jež trvala 45 minut, velmi obtěžovala nemocné. Střely pravděpodobně byly namířeny proti sousední věznici. [1086,304,1666,399]
headline-short-news: Drobné zprávy. [1273,402,1479,431]
article-text: »vých odborných pracích. O 12. hodině se konala plenární schůze, na které senátor Babka jménem zdravotního výboru senátu pozdravil sjezd a ujistil, že zdravotní výbor senátu vyjde vstříc všem požadavkům, které na sjezdu budou tlumočeny. Večer zahrálo ruské komorní divadlo Dostojevského drama „Zločin a trest“. Sjezdu se účastnilo více než 160 lékařů z celé Československé republiky. Včera podnikli účastníci sjezdu zájezd do Jasiny. [62,75,557,228]
column-3 [1086,75,1666,2072]
